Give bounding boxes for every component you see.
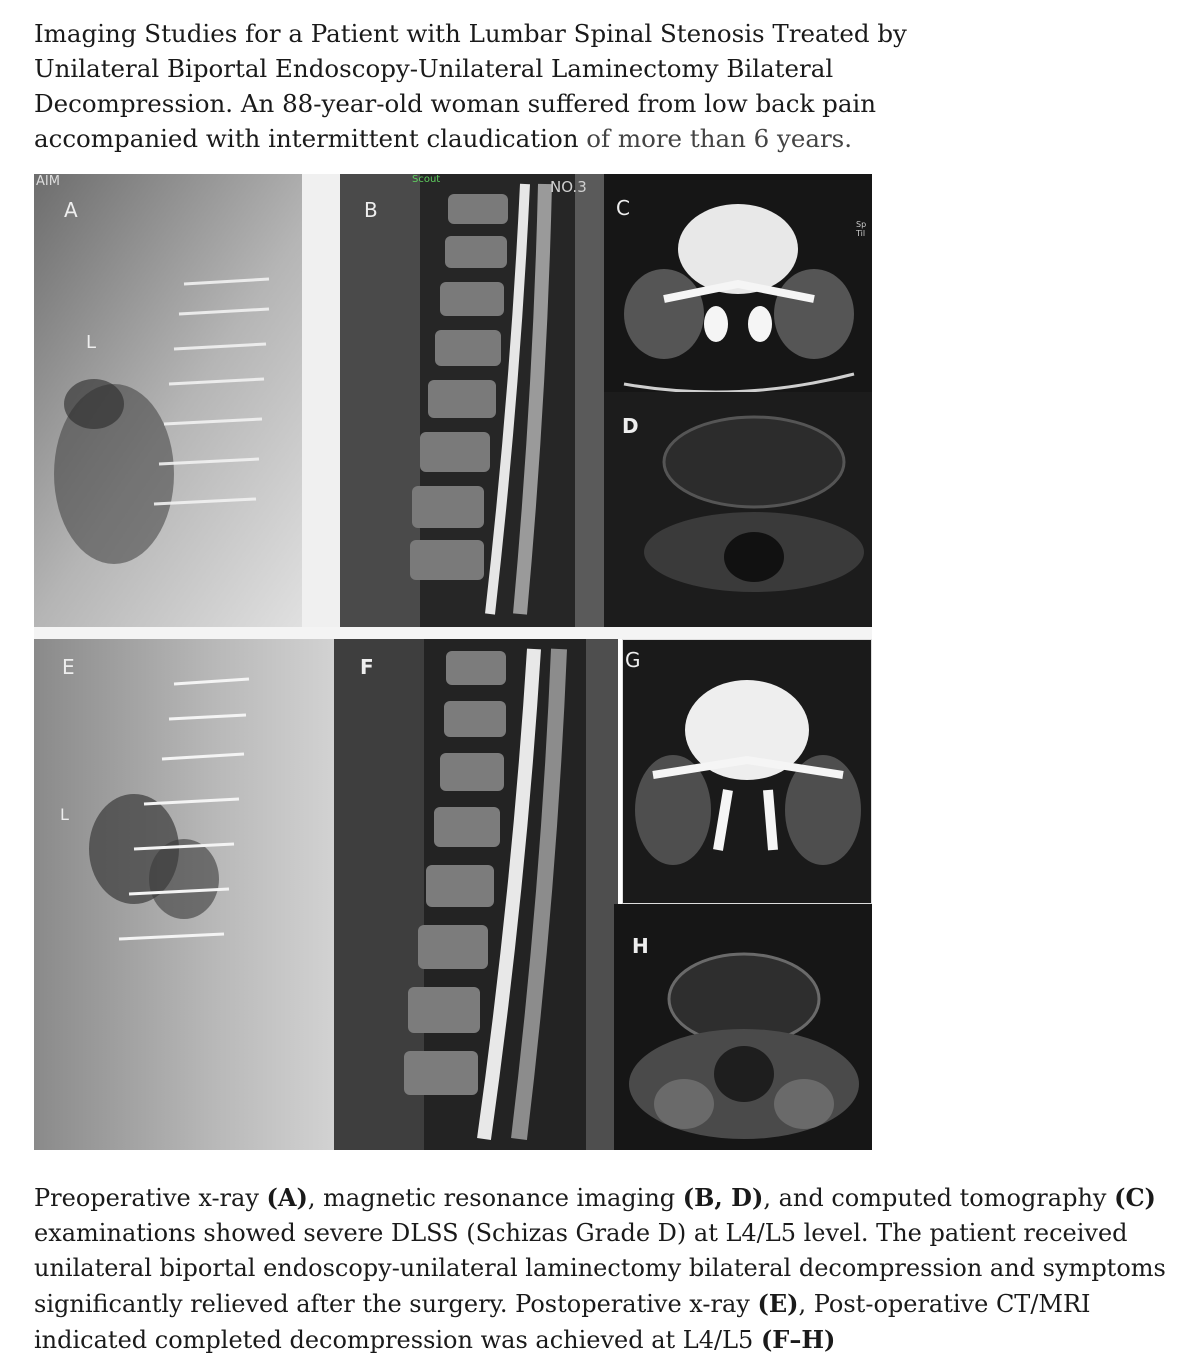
imaging-figure <box>34 174 872 1150</box>
mri-b-image <box>340 174 604 627</box>
panel-b-label: B <box>364 198 378 222</box>
caption-ref-fh: (F–H) <box>760 1325 836 1354</box>
panel-h-mri <box>614 904 872 1150</box>
row-divider <box>34 627 872 639</box>
caption-text-1: Preoperative x-ray <box>34 1184 267 1212</box>
caption-ref-bd: (B, D) <box>682 1183 764 1212</box>
mri-h-image <box>614 904 872 1150</box>
xray-e-image <box>34 639 334 1150</box>
figure-caption <box>34 1180 1184 1358</box>
ct-c-image <box>604 174 872 392</box>
title-tail: of more than 6 years. <box>578 124 853 153</box>
ct-g-image <box>623 640 871 903</box>
panel-e-label: E <box>62 655 75 679</box>
panel-c-ct <box>604 174 872 392</box>
panel-f-mri <box>334 639 618 1150</box>
xray-a-image <box>34 174 340 627</box>
panel-e-marker: L <box>60 805 69 824</box>
panel-a-marker: L <box>86 332 97 353</box>
panel-h-label: H <box>632 934 649 958</box>
caption-ref-a: (A) <box>266 1183 308 1212</box>
panel-d-mri <box>604 392 872 627</box>
caption-text-2: , magnetic resonance imaging <box>307 1184 683 1212</box>
panel-g-label: G <box>625 648 641 672</box>
title-main: Imaging Studies for a Patient with Lumbar Spinal Stenosis Treated by Unilateral Biportal Endoscopy-Unilateral Laminectomy Bilateral Decompression. An 88-year-old woman suffered from low back pain accompanied with intermittent claudication <box>34 19 907 153</box>
caption-ref-c: (C) <box>1114 1183 1156 1212</box>
panel-d-label: D <box>622 414 639 438</box>
panel-e-xray <box>34 639 334 1150</box>
mri-f-image <box>334 639 618 1150</box>
panel-b-badge: NO.3 <box>550 178 587 196</box>
panel-c-corner-text: Sp Til <box>856 220 867 238</box>
panel-a-label: A <box>64 198 78 222</box>
caption-text-3: , and computed tomography <box>763 1184 1115 1212</box>
caption-ref-e: (E) <box>757 1289 799 1318</box>
panel-c-label: C <box>616 196 630 220</box>
panel-b-corner-text: Scout <box>412 174 441 185</box>
figure-title <box>34 16 914 156</box>
caption-text-4: examinations showed severe DLSS (Schizas Grade D) at L4/L5 level. The patient received unilateral biportal endoscopy-unilateral laminectomy bilateral decompression and symptoms significantly relieved after the surgery. Postoperative x-ray <box>34 1219 1166 1318</box>
panel-b-mri <box>340 174 604 627</box>
mri-d-image <box>604 392 872 627</box>
panel-f-label: F <box>360 655 374 679</box>
panel-g-ct <box>622 639 872 904</box>
panel-a-corner-text: AIM <box>36 174 60 189</box>
caption-text-5: , Post-operative CT/MRI indicated completed decompression was achieved at L4/L5 <box>34 1290 1091 1354</box>
panel-a-xray <box>34 174 340 627</box>
